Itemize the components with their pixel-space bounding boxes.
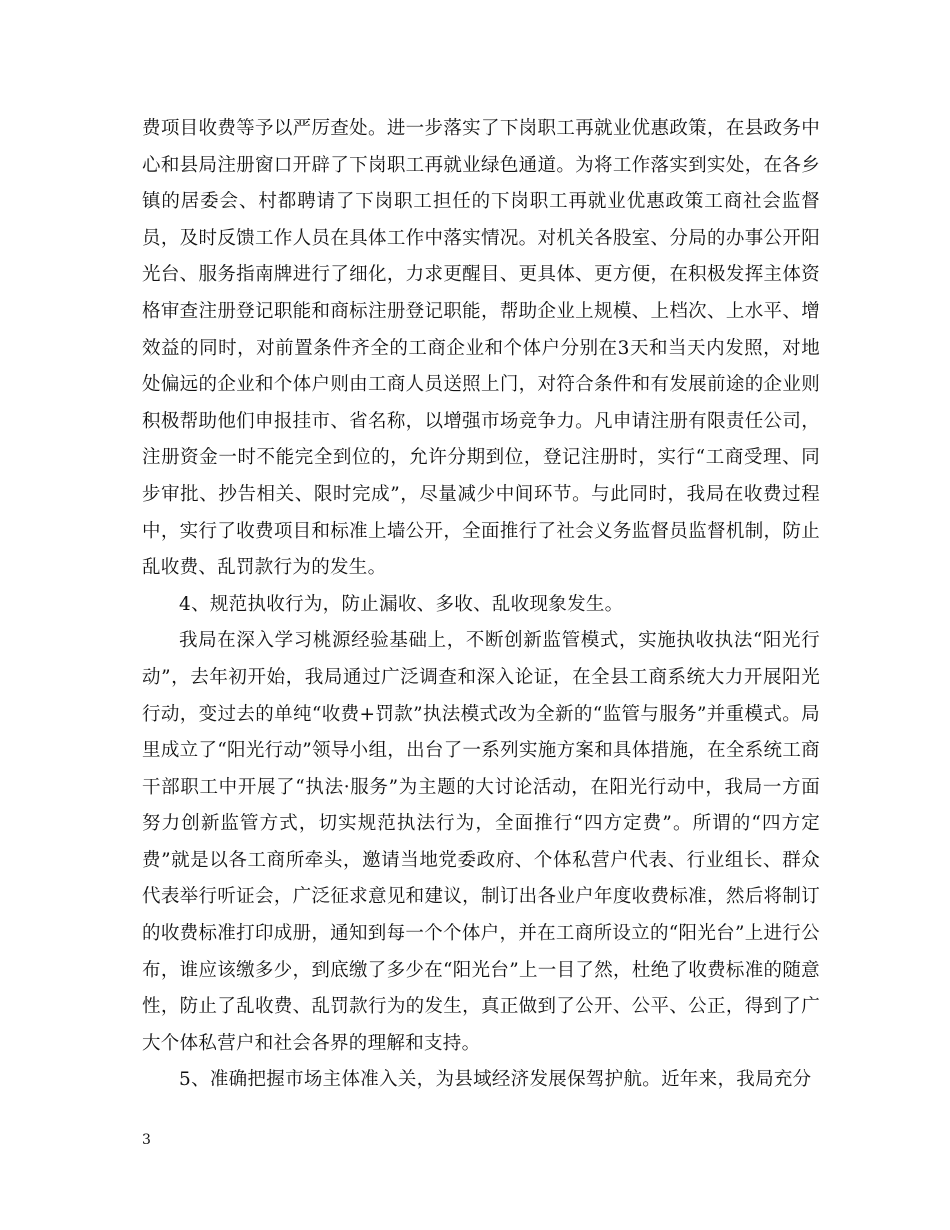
paragraph-continuation: 费项目收费等予以严厉查处。进一步落实了下岗职工再就业优惠政策，在县政务中心和县局注册窗口开辟了下岗职工再就业绿色通道。为将工作落实到实处，在各乡镇的居委会、村都聘请了下岗职工担任的下岗职工再就业优惠政策工商社会监督员，及时反馈工作人员在具体工作中落实情况。对机关各股室、分局的办事公开阳光台、服务指南牌进行了细化，力求更醒目、更具体、更方便，在积极发挥主体资格审查注册登记职能和商标注册登记职能，帮助企业上规模、上档次、上水平、增效益的同时，对前置条件齐全的工商企业和个体户分别在3天和当天内发照，对地处偏远的企业和个体户则由工商人员送照上门，对符合条件和有发展前途的企业则积极帮助他们申报挂市、省名称，以增强市场竞争力。凡申请注册有限责任公司，注册资金一时不能完全到位的，允许分期到位，登记注册时，实行“工商受理、同步审批、抄告相关、限时完成”，尽量减少中间环节。与此同时，我局在收费过程中，实行了收费项目和标准上墙公开，全面推行了社会义务监督员监督机制，防止乱收费、乱罚款行为的发生。 [142, 118, 820, 579]
paragraph-heading-5: 5、准确把握市场主体准入关，为县域经济发展保驾护航。近年来，我局充分 [179, 1069, 812, 1091]
body-text [142, 111, 820, 1099]
paragraph-sunshine-action: 我局在深入学习桃源经验基础上，不断创新监管模式，实施执收执法“阳光行动”，去年初开始，我局通过广泛调查和深入论证，在全县工商系统大力开展阳光行动，变过去的单纯“收费+罚款”执法模式改为全新的“监管与服务”并重模式。局里成立了“阳光行动”领导小组，出台了一系列实施方案和具体措施，在全系统工商干部职工中开展了“执法·服务”为主题的大讨论活动，在阳光行动中，我局一方面努力创新监管方式，切实规范执法行为，全面推行“四方定费”。所谓的“四方定费”就是以各工商所牵头，邀请当地党委政府、个体私营户代表、行业组长、群众代表举行听证会，广泛征求意见和建议，制订出各业户年度收费标准，然后将制订的收费标准打印成册，通知到每一个个体户，并在工商所设立的“阳光台”上进行公布，谁应该缴多少，到底缴了多少在“阳光台”上一目了然，杜绝了收费标准的随意性，防止了乱收费、乱罚款行为的发生，真正做到了公开、公平、公正，得到了广大个体私营户和社会各界的理解和支持。 [142, 630, 820, 1054]
page-number: 3 [142, 1132, 151, 1148]
paragraph-heading-4: 4、规范执收行为，防止漏收、多收、乱收现象发生。 [179, 593, 624, 615]
